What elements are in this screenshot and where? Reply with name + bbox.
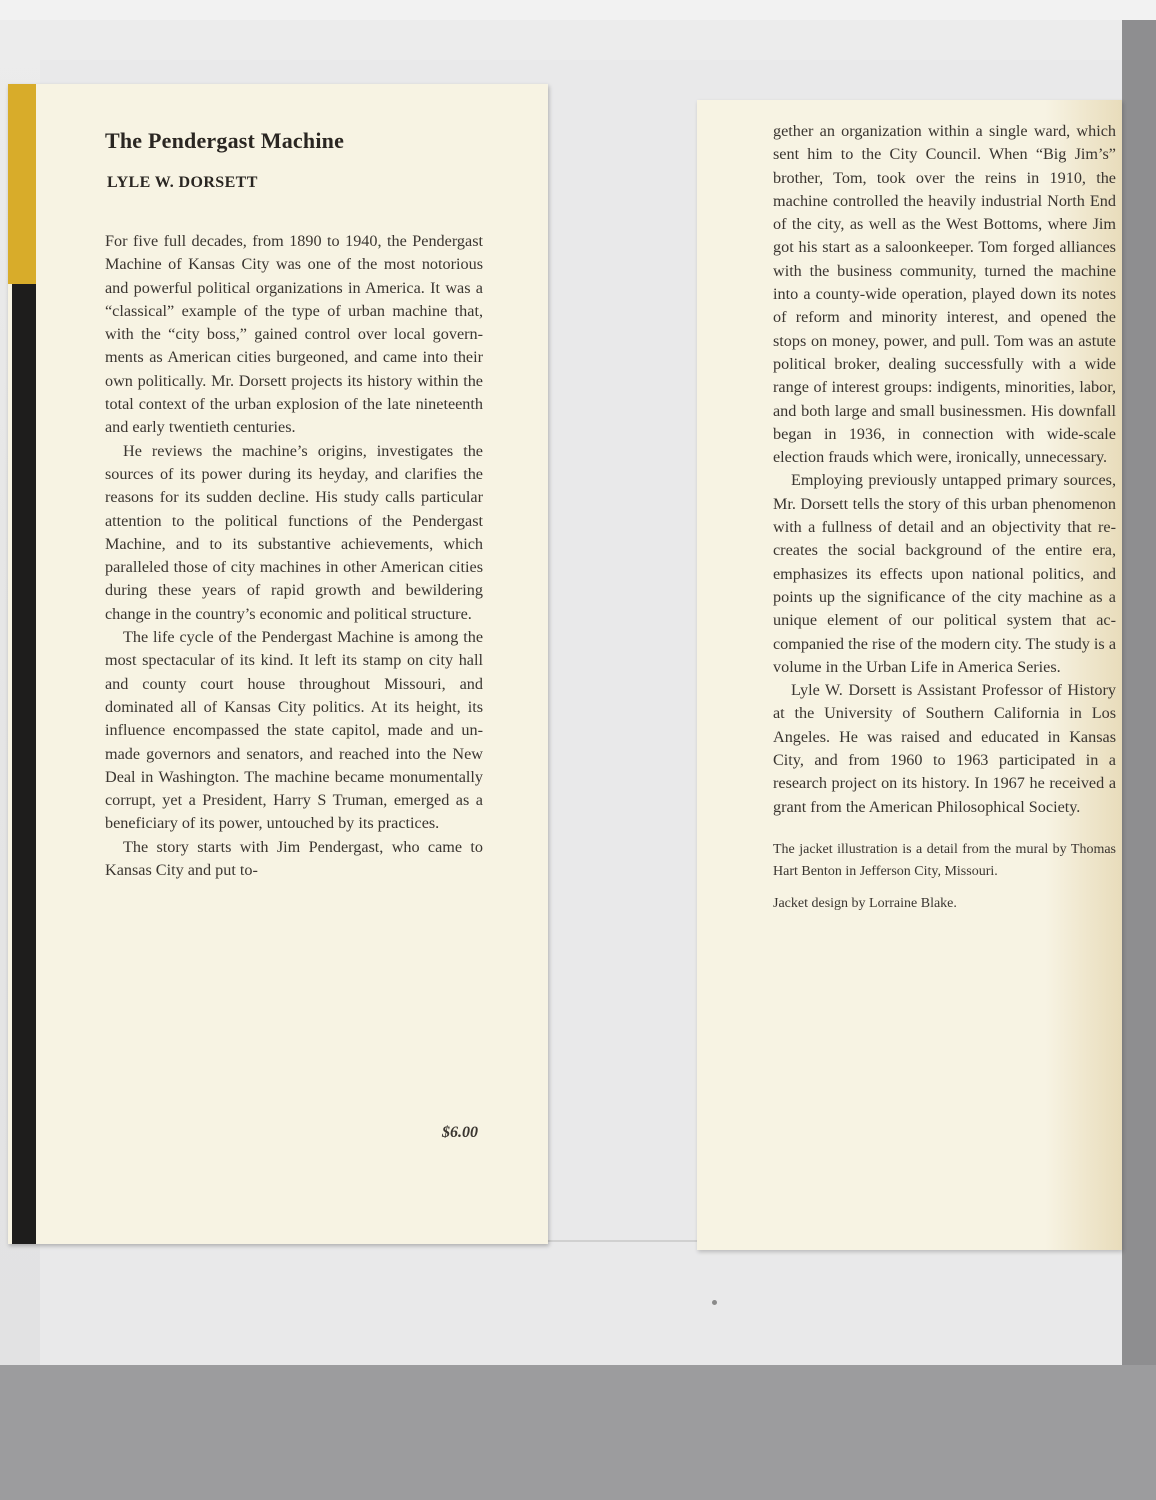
front-flap-content <box>105 128 483 882</box>
illustration-credit: The jacket illustration is a detail from the mural by Thomas Hart Benton in Jefferson City, Missouri. <box>773 841 1116 879</box>
back-paragraph-1: gether an organization within a single ward, which sent him to the City Council. When “Big Jim’s” brother, Tom, took over the reins in 1910, the machine controlled the heavily industrial North End of the city, as well as the West Bottoms, where Jim got his start as a saloonkeeper. Tom forged alliances with the business community, turned the machine into a county-wide operation, played down its notes of reform and minority interest, and opened the stops on money, power, and pull. Tom was an astute political broker, dealing successfully with a wide range of interest groups: indigents, minorities, labor, and both large and small businessmen. His downfall began in 1936, in connection with wide-scale election frauds which were, ironically, unnecessary. <box>773 122 1116 467</box>
front-paragraph-4: The story starts with Jim Pendergast, who came to Kansas City and put to- <box>105 837 483 880</box>
speck <box>712 1300 717 1305</box>
design-credit: Jacket design by Lorraine Blake. <box>773 895 957 911</box>
price-label: $6.00 <box>442 1124 478 1141</box>
spine-yellow-stripe <box>8 84 36 284</box>
front-paragraph-3: The life cycle of the Pendergast Machine is among the most spectacular of its kind. It left its stamp on city hall and county court house throughout Missouri, and dominated all of Kansas City politics. At its height, its influence encompassed the state capitol, made and unmade governors and senators, and reached into the New Deal in Washington. The machine became monumentally corrupt, yet a President, Harry S Truman, emerged as a beneficiary of its power, untouched by its practices. <box>105 628 483 833</box>
front-paragraph-1: For five full decades, from 1890 to 1940, the Pendergast Machine of Kansas City was one of the most notorious and powerful political organizations in America. It was a “classical” example of the type of urban machine that, with the “city boss,” gained control over local governments as American cities burgeoned, and came into their own politically. Mr. Dorsett projects its history within the total context of the urban explosion of the late nineteenth and early twentieth centuries. <box>105 232 483 437</box>
book-author: LYLE W. DORSETT <box>107 174 258 191</box>
front-flap <box>8 84 548 1244</box>
book-title: The Pendergast Machine <box>105 128 345 153</box>
back-flap-content <box>773 120 1116 915</box>
author-bio: Lyle W. Dorsett is Assistant Professor of History at the University of Southern California in Los Angeles. He was raised and educated in Kansas City, and from 1960 to 1963 participated in a research project on its history. In 1967 he received a grant from the American Philosophical Society. <box>773 681 1116 816</box>
back-paragraph-2: Employing previously untapped primary sources, Mr. Dorsett tells the story of this urban phenomenon with a fullness of detail and an objectivity that re-creates the social background of the entire era, emphasizes its effects upon national politics, and points up the significance of the city machine as a unique element of our political system that accompanied the rise of the modern city. The study is a volume in the Urban Life in America Series. <box>773 471 1116 676</box>
background-bottom <box>0 1365 1156 1500</box>
box-edge <box>1122 20 1156 1380</box>
front-paragraph-2: He reviews the machine’s origins, investigates the sources of its power during its heyday, and clarifies the reasons for its sudden decline. His study calls particular attention to the political functions of the Pendergast Machine, and to its substantive achievements, which paralleled those of city machines in other American cities during these years of rapid growth and bewildering change in the country’s economic and political structure. <box>105 441 483 623</box>
back-flap <box>697 100 1122 1250</box>
spine-black-stripe <box>12 284 36 1244</box>
